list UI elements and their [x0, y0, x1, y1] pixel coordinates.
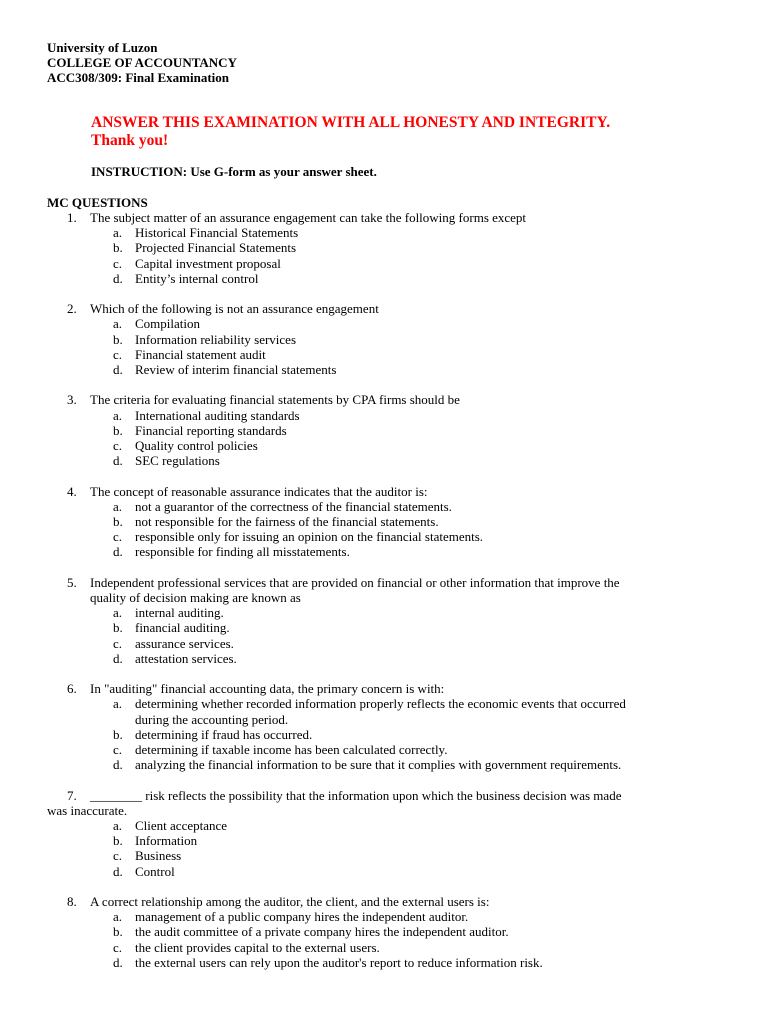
option-text: analyzing the financial information to be sure that it complies with government requirements.	[135, 757, 622, 773]
option-text: Capital investment proposal	[135, 255, 281, 271]
option-text: Quality control policies	[135, 438, 258, 454]
option-letter: c.	[113, 346, 123, 362]
question-text-continued: was inaccurate.	[47, 802, 128, 818]
question-text-continued: quality of decision making are known as	[90, 590, 301, 606]
answer-option	[47, 256, 717, 271]
notice-line-2: Thank you!	[91, 132, 169, 149]
section-title: MC QUESTIONS	[47, 195, 148, 210]
option-text: Financial statement audit	[135, 346, 266, 362]
option-text: Control	[135, 863, 175, 879]
notice-line-1: ANSWER THIS EXAMINATION WITH ALL HONESTY AND INTEGRITY.	[91, 114, 611, 131]
option-text: responsible only for issuing an opinion on the financial statements.	[135, 529, 484, 545]
option-text: Client acceptance	[135, 818, 228, 834]
option-text: Business	[135, 848, 182, 864]
answer-option	[47, 696, 715, 726]
question-stem	[47, 894, 717, 909]
option-text: International auditing standards	[135, 407, 300, 423]
option-text: management of a public company hires the independent auditor.	[135, 909, 469, 925]
question-text: The subject matter of an assurance engagement can take the following forms except	[90, 210, 527, 225]
option-text: the external users can rely upon the auditor's report to reduce information risk.	[135, 954, 543, 970]
option-letter: c.	[113, 438, 123, 454]
question-item	[47, 301, 717, 377]
option-letter: c.	[113, 635, 123, 651]
question-number: 8.	[67, 894, 77, 910]
option-text: Financial reporting standards	[135, 422, 287, 438]
answer-option	[47, 408, 717, 423]
answer-option	[47, 636, 717, 651]
question-text: The criteria for evaluating financial statements by CPA firms should be	[90, 392, 460, 408]
question-text: ________ risk reflects the possibility that the information upon which the business decision was made	[90, 787, 622, 803]
answer-option	[47, 742, 717, 757]
option-letter: d.	[113, 362, 123, 378]
option-text: Projected Financial Statements	[135, 240, 297, 256]
answer-option	[47, 347, 717, 362]
answer-option	[47, 362, 717, 377]
answer-option	[47, 225, 717, 240]
option-text: SEC regulations	[135, 453, 220, 469]
question-item	[47, 894, 717, 970]
option-text: Review of interim financial statements	[135, 362, 337, 378]
answer-option	[47, 438, 717, 453]
question-text: In "auditing" financial accounting data, the primary concern is with:	[90, 681, 445, 697]
option-letter: a.	[113, 407, 123, 423]
option-letter: d.	[113, 954, 123, 970]
question-item	[47, 484, 717, 560]
answer-option	[47, 909, 717, 924]
option-text: determining if fraud has occurred.	[135, 726, 313, 742]
option-letter: b.	[113, 833, 123, 849]
option-text: attestation services.	[135, 650, 237, 666]
option-letter: d.	[113, 863, 123, 879]
question-number: 5.	[67, 574, 77, 590]
question-number: 3.	[67, 392, 77, 408]
question-number: 7.	[67, 787, 77, 803]
option-text: Compilation	[135, 316, 200, 332]
honesty-notice	[91, 114, 731, 150]
option-text: Historical Financial Statements	[135, 225, 299, 241]
option-text: not a guarantor of the correctness of the financial statements.	[135, 498, 452, 514]
question-list	[47, 210, 717, 985]
university-name: University of Luzon	[47, 40, 158, 55]
answer-option	[47, 940, 717, 955]
question-item	[47, 210, 717, 286]
question-text: A correct relationship among the auditor, the client, and the external users is:	[90, 894, 490, 910]
answer-option	[47, 833, 717, 848]
answer-option	[47, 651, 717, 666]
option-letter: a.	[113, 316, 123, 332]
answer-option	[47, 316, 717, 331]
option-text: determining whether recorded information properly reflects the economic events that occurred	[135, 696, 626, 712]
option-letter: c.	[113, 529, 123, 545]
answer-option	[47, 499, 717, 514]
answer-option	[47, 453, 717, 468]
answer-option	[47, 240, 717, 255]
option-text: assurance services.	[135, 635, 234, 651]
option-letter: a.	[113, 909, 123, 925]
question-item	[47, 788, 717, 879]
course-title: ACC308/309: Final Examination	[47, 70, 230, 85]
question-item	[47, 392, 717, 468]
option-text: not responsible for the fairness of the financial statements.	[135, 514, 439, 530]
option-text: the audit committee of a private company hires the independent auditor.	[135, 924, 509, 940]
answer-option	[47, 423, 717, 438]
option-letter: a.	[113, 818, 123, 834]
answer-option	[47, 848, 717, 863]
option-text: determining if taxable income has been calculated correctly.	[135, 742, 448, 758]
question-stem	[47, 788, 717, 818]
answer-option	[47, 864, 717, 879]
option-text: Information reliability services	[135, 331, 297, 347]
question-stem	[47, 575, 717, 605]
option-letter: a.	[113, 225, 123, 241]
answer-option	[47, 924, 717, 939]
option-letter: c.	[113, 742, 123, 758]
option-letter: d.	[113, 544, 123, 560]
question-number: 6.	[67, 681, 77, 697]
answer-option	[47, 605, 717, 620]
answer-option	[47, 757, 717, 772]
question-number: 1.	[67, 210, 77, 225]
instruction-text: INSTRUCTION: Use G-form as your answer sheet.	[91, 164, 377, 179]
answer-option	[47, 727, 717, 742]
answer-option	[47, 955, 717, 970]
option-letter: d.	[113, 453, 123, 469]
option-letter: b.	[113, 422, 123, 438]
question-text: Independent professional services that are provided on financial or other information that improve the	[90, 574, 620, 590]
option-letter: c.	[113, 255, 123, 271]
option-letter: b.	[113, 331, 123, 347]
question-item	[47, 575, 717, 666]
option-text: Entity’s internal control	[135, 270, 259, 286]
option-letter: b.	[113, 620, 123, 636]
option-letter: c.	[113, 939, 123, 955]
question-stem	[47, 301, 717, 316]
option-text: the client provides capital to the external users.	[135, 939, 380, 955]
option-letter: b.	[113, 924, 123, 940]
question-number: 4.	[67, 483, 77, 499]
answer-option	[47, 818, 717, 833]
question-stem	[47, 681, 717, 696]
option-text: financial auditing.	[135, 620, 230, 636]
option-letter: d.	[113, 270, 123, 286]
question-stem	[47, 392, 717, 407]
option-letter: b.	[113, 514, 123, 530]
option-letter: b.	[113, 726, 123, 742]
option-text: Information	[135, 833, 198, 849]
question-number: 2.	[67, 301, 77, 317]
answer-option	[47, 332, 717, 347]
document-header	[47, 40, 237, 85]
option-text: internal auditing.	[135, 605, 224, 621]
answer-option	[47, 544, 717, 559]
question-text: The concept of reasonable assurance indicates that the auditor is:	[90, 483, 428, 499]
option-letter: a.	[113, 605, 123, 621]
question-stem	[47, 484, 717, 499]
option-letter: b.	[113, 240, 123, 256]
option-text-continued: during the accounting period.	[135, 711, 289, 727]
answer-option	[47, 514, 717, 529]
answer-option	[47, 620, 717, 635]
option-text: responsible for finding all misstatements.	[135, 544, 350, 560]
question-item	[47, 681, 717, 772]
option-letter: a.	[113, 498, 123, 514]
option-letter: a.	[113, 696, 123, 712]
answer-option	[47, 271, 717, 286]
question-stem	[47, 210, 717, 225]
college-name: COLLEGE OF ACCOUNTANCY	[47, 55, 237, 70]
question-text: Which of the following is not an assurance engagement	[90, 301, 379, 317]
option-letter: d.	[113, 757, 123, 773]
option-letter: d.	[113, 650, 123, 666]
answer-option	[47, 529, 717, 544]
option-letter: c.	[113, 848, 123, 864]
